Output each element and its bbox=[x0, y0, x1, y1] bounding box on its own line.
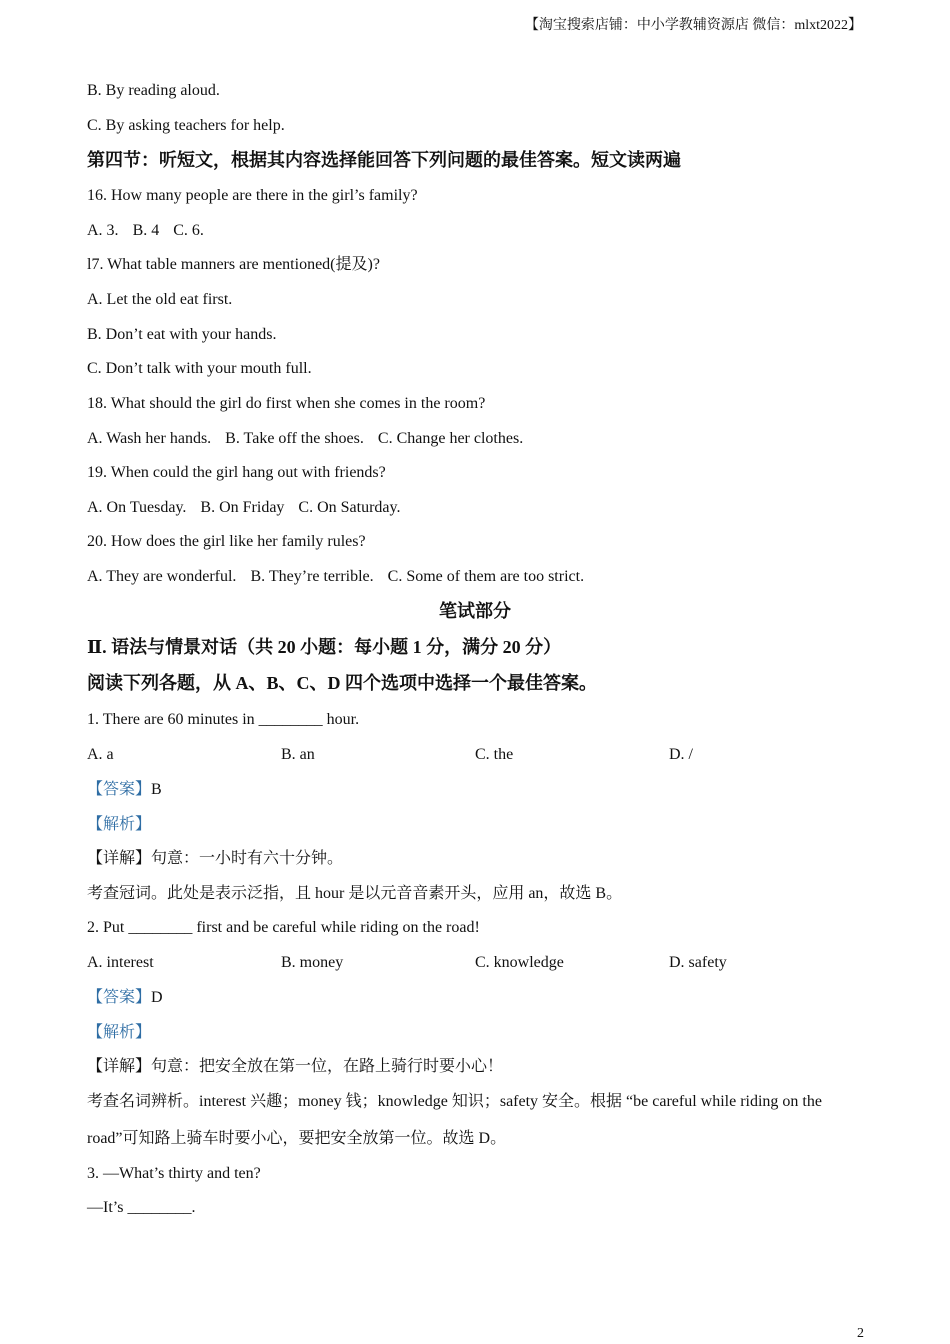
question-18: 18. What should the girl do first when she comes in the room? bbox=[87, 395, 486, 412]
question-16-options bbox=[87, 221, 204, 241]
q1-explanation: 考查冠词。此处是表示泛指，且 hour 是以元音音素开头，应用 an，故选 B。 bbox=[87, 885, 623, 902]
q1-option-c: C. the bbox=[475, 746, 514, 763]
answer-value: B bbox=[151, 781, 162, 798]
q1-option-b: B. an bbox=[281, 746, 315, 763]
q17-option-a: A. Let the old eat first. bbox=[87, 291, 233, 308]
written-section-title: 笔试部分 bbox=[439, 601, 511, 621]
page-number: 2 bbox=[857, 1326, 864, 1341]
q19-option-b: B. On Friday bbox=[200, 499, 285, 516]
question-20: 20. How does the girl like her family rules? bbox=[87, 533, 366, 550]
answer-tag: 【答案】 bbox=[87, 989, 152, 1006]
q2-option-d: D. safety bbox=[669, 954, 727, 971]
q20-option-a: A. They are wonderful. bbox=[87, 568, 237, 585]
q19-option-c: C. On Saturday. bbox=[298, 499, 401, 516]
q1-option-d: D. / bbox=[669, 746, 693, 763]
section-4-heading: 第四节：听短文，根据其内容选择能回答下列问题的最佳答案。短文读两遍 bbox=[87, 150, 681, 170]
detail-tag: 【详解】 bbox=[87, 850, 152, 867]
q2-explanation-line-2: road”可知路上骑车时要小心，要把安全放第一位。故选 D。 bbox=[87, 1130, 507, 1147]
q2-analysis-tag: 【解析】 bbox=[87, 1024, 152, 1041]
q2-option-b: B. money bbox=[281, 954, 344, 971]
q16-option-c: C. 6. bbox=[173, 222, 204, 239]
q1-detail bbox=[87, 849, 343, 869]
option-c-prev: C. By asking teachers for help. bbox=[87, 117, 285, 134]
q17-option-c: C. Don’t talk with your mouth full. bbox=[87, 360, 312, 377]
q2-detail bbox=[87, 1057, 503, 1077]
answer-value: D bbox=[151, 989, 163, 1006]
option-b-prev: B. By reading aloud. bbox=[87, 82, 220, 99]
q1-analysis-tag: 【解析】 bbox=[87, 816, 152, 833]
detail-text: 句意：把安全放在第一位，在路上骑行时要小心！ bbox=[151, 1058, 504, 1075]
q16-option-b: B. 4 bbox=[132, 222, 160, 239]
part-2-heading: Ⅱ. 语法与情景对话（共 20 小题：每小题 1 分，满分 20 分） bbox=[87, 637, 562, 657]
q2-answer bbox=[87, 988, 163, 1008]
q20-option-b: B. They’re terrible. bbox=[250, 568, 374, 585]
question-19: 19. When could the girl hang out with friends? bbox=[87, 464, 386, 481]
q3-reply: —It’s ________. bbox=[87, 1199, 196, 1216]
question-18-options bbox=[87, 429, 523, 449]
detail-tag: 【详解】 bbox=[87, 1058, 152, 1075]
question-16: 16. How many people are there in the girl’s family? bbox=[87, 187, 418, 204]
q18-option-a: A. Wash her hands. bbox=[87, 430, 212, 447]
q2-option-a: A. interest bbox=[87, 954, 154, 971]
q2-explanation-line-1: 考查名词辨析。interest 兴趣；money 钱；knowledge 知识；safety 安全。根据 “be careful while riding on the bbox=[87, 1093, 822, 1110]
q16-option-a: A. 3. bbox=[87, 222, 119, 239]
q20-option-c: C. Some of them are too strict. bbox=[387, 568, 585, 585]
q1-option-a: A. a bbox=[87, 746, 114, 763]
question-17: l7. What table manners are mentioned(提及)? bbox=[87, 256, 380, 273]
part-2-instruction: 阅读下列各题，从 A、B、C、D 四个选项中选择一个最佳答案。 bbox=[87, 673, 598, 693]
question-20-options bbox=[87, 567, 584, 587]
answer-tag: 【答案】 bbox=[87, 781, 152, 798]
detail-text: 句意：一小时有六十分钟。 bbox=[151, 850, 344, 867]
question-19-options bbox=[87, 498, 400, 518]
page-header: 【淘宝搜索店铺：中小学教辅资源店 微信：mlxt2022】 bbox=[524, 18, 862, 33]
q17-option-b: B. Don’t eat with your hands. bbox=[87, 326, 277, 343]
q18-option-b: B. Take off the shoes. bbox=[225, 430, 364, 447]
q19-option-a: A. On Tuesday. bbox=[87, 499, 187, 516]
q18-option-c: C. Change her clothes. bbox=[377, 430, 524, 447]
q2-option-c: C. knowledge bbox=[475, 954, 564, 971]
grammar-question-3: 3. —What’s thirty and ten? bbox=[87, 1165, 261, 1182]
grammar-question-2: 2. Put ________ first and be careful while riding on the road! bbox=[87, 919, 480, 936]
grammar-question-1: 1. There are 60 minutes in ________ hour. bbox=[87, 711, 360, 728]
q1-answer bbox=[87, 780, 162, 800]
